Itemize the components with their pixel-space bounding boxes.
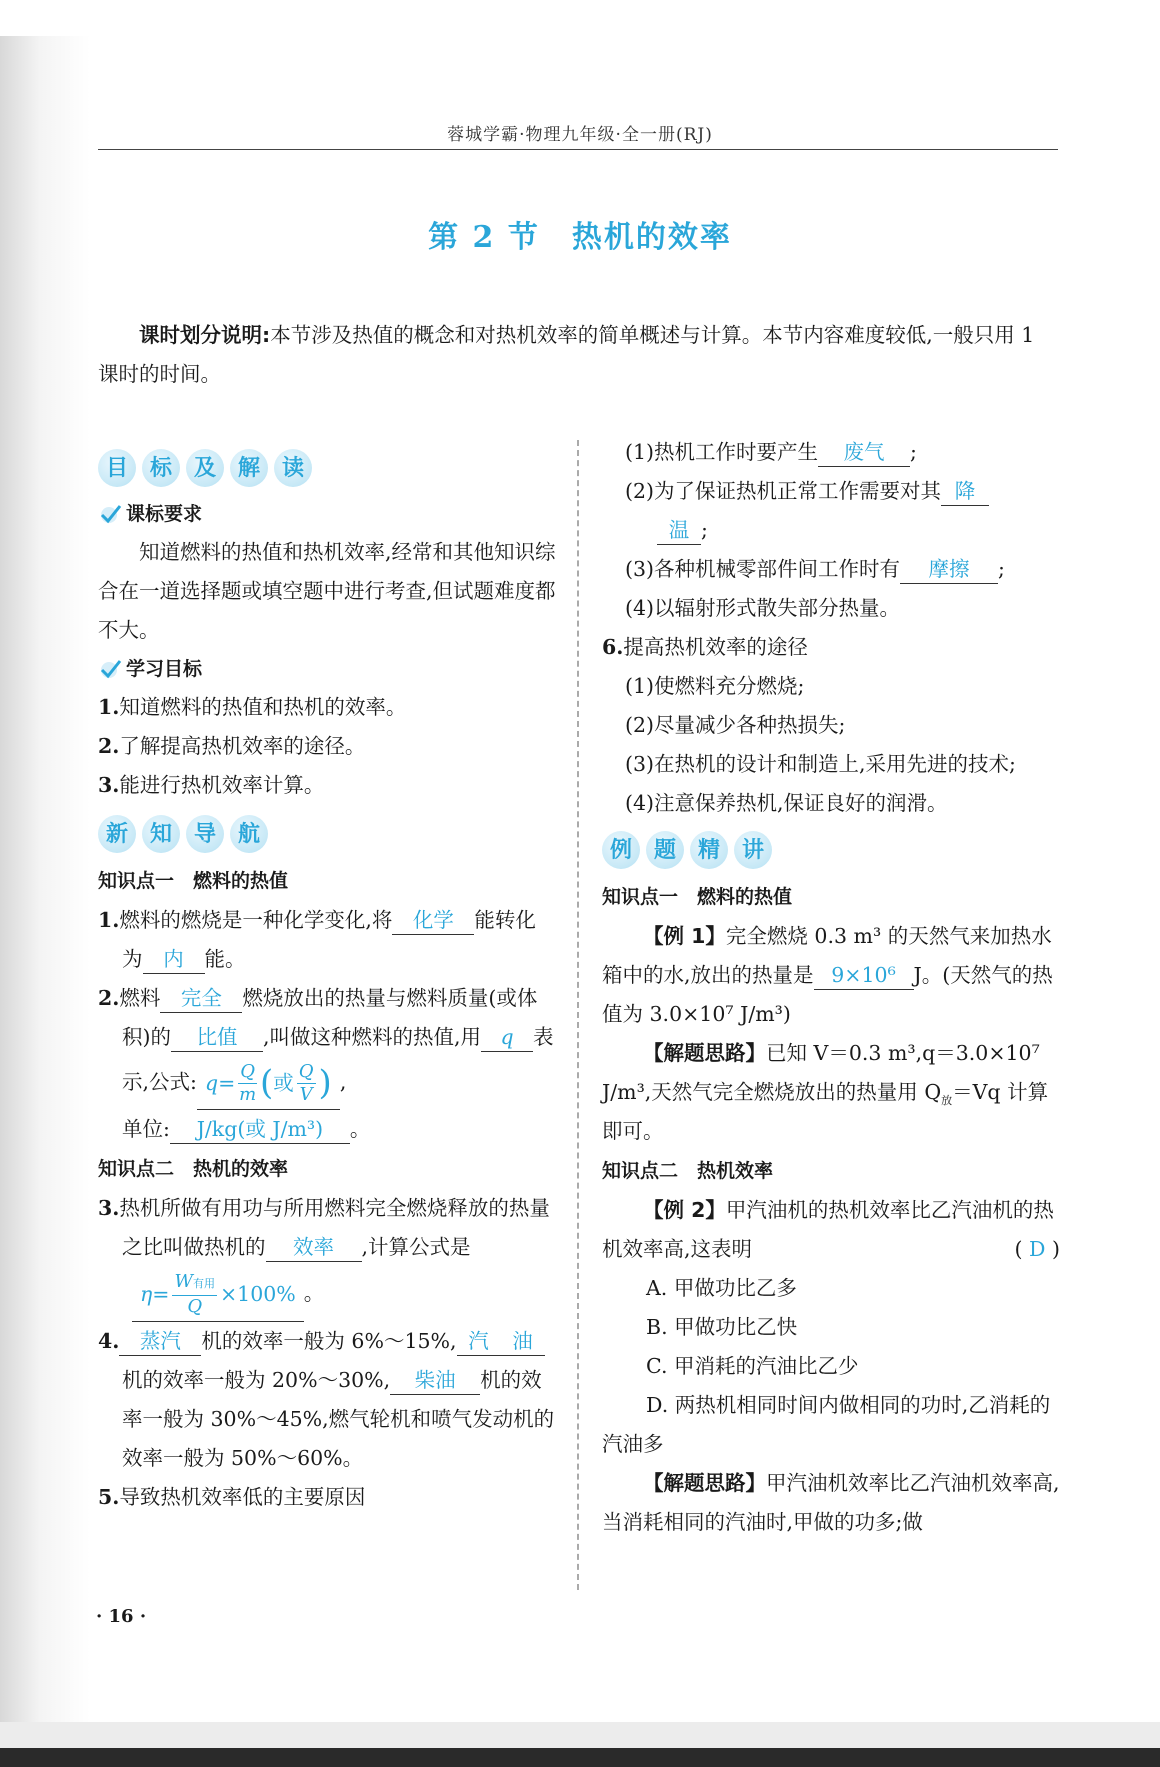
item-2: 2.燃料 完全 燃烧放出的热量与燃料质量(或体积)的 比值 ,叫做这种燃料的热值,用 q 表示,公式: q = $\frac{Q}{m}$ ( 或 $\frac{Q}{V}$ ) , 单位: J/kg(或 J/m³) 。	[98, 979, 556, 1149]
section-title: 第 2 节 热机的效率	[428, 220, 732, 255]
badge-char: 新	[98, 815, 136, 853]
check-icon	[98, 502, 122, 526]
heat-value-formula: q = $\frac{Q}{m}$ ( 或 $\frac{Q}{V}$ )	[197, 1057, 340, 1110]
badge-char: 及	[186, 449, 224, 487]
header-rule	[98, 149, 1058, 150]
cause-2: (2)为了保证热机正常工作需要对其 降 温 ;	[602, 472, 1060, 550]
example-2-answer: ( D )	[1014, 1237, 1060, 1261]
answer-blank: 效率	[266, 1233, 362, 1262]
badge-char: 例	[602, 831, 640, 869]
example-1: 【例 1】完全燃烧 0.3 m³ 的天然气来加热水箱中的水,放出的热量是 9×10⁶ J。(天然气的热值为 3.0×10⁷ J/m³)	[602, 924, 1053, 1026]
left-column	[98, 445, 556, 1517]
example-kp1-heading: 知识点一 燃料的热值	[602, 886, 793, 908]
cause-3: (3)各种机械零部件间工作时有 摩擦 ;	[602, 550, 1060, 589]
answer-blank: 比值	[171, 1023, 263, 1052]
way-3: (3)在热机的设计和制造上,采用先进的技术;	[625, 752, 1016, 776]
badge-char: 讲	[734, 831, 772, 869]
example-kp2-heading: 知识点二 热机效率	[602, 1160, 774, 1182]
goals-heading	[98, 650, 556, 688]
badge-char: 标	[142, 449, 180, 487]
item-3: 3.热机所做有用功与所用燃料完全燃烧释放的热量之比叫做热机的 效率 ,计算公式是 η = $\frac{\text{W有用}}{Q}$ ×100% 。	[98, 1189, 556, 1322]
example-2-hint: 【解题思路】甲汽油机效率比乙汽油机效率高,当消耗相同的汽油时,甲做的功多;做	[602, 1471, 1060, 1534]
goal-item: 2.了解提高热机效率的途径。	[98, 734, 366, 758]
answer-blank: 摩擦	[900, 555, 998, 584]
efficiency-formula: η = $\frac{\text{W有用}}{Q}$ ×100%	[132, 1267, 304, 1322]
answer-blank: 蒸汽	[119, 1327, 201, 1356]
option-c: C. 甲消耗的汽油比乙少	[646, 1354, 859, 1378]
answer-blank: 完全	[160, 984, 242, 1013]
goal-item: 3.能进行热机效率计算。	[98, 773, 325, 797]
badge-char: 精	[690, 831, 728, 869]
answer-blank: 降	[941, 477, 989, 506]
badge-char: 导	[186, 815, 224, 853]
answer-blank: q	[481, 1023, 533, 1052]
badge-char: 知	[142, 815, 180, 853]
option-b: B. 甲做功比乙快	[646, 1315, 798, 1339]
badge-char: 航	[230, 815, 268, 853]
standard-heading-text: 课标要求	[126, 503, 203, 525]
right-column	[602, 433, 1060, 1542]
bottom-bar	[0, 1748, 1160, 1767]
intro-paragraph	[98, 316, 1060, 394]
item-1: 1.燃料的燃烧是一种化学变化,将 化学 能转化为 内 能。	[98, 901, 556, 979]
answer-blank: 柴油	[390, 1366, 480, 1395]
goals-heading-text: 学习目标	[126, 658, 203, 680]
answer-blank: 化学	[392, 906, 474, 935]
answer-blank: 温	[657, 516, 701, 545]
item-5: 5.导致热机效率低的主要原因	[98, 1485, 366, 1509]
cause-1: (1)热机工作时要产生 废气 ;	[602, 433, 1060, 472]
way-2: (2)尽量减少各种热损失;	[625, 713, 846, 737]
standard-text: 知道燃料的热值和热机效率,经常和其他知识综合在一道选择题或填空题中进行考查,但试题难度都不大。	[98, 540, 556, 642]
badge-char: 读	[274, 449, 312, 487]
option-a: A. 甲做功比乙多	[646, 1276, 797, 1300]
answer-blank: 汽	[457, 1327, 501, 1356]
badge-char: 题	[646, 831, 684, 869]
badge-char: 目	[98, 449, 136, 487]
badge-examples	[602, 831, 1060, 869]
intro-text: 本节涉及热值的概念和对热机效率的简单概述与计算。本节内容难度较低,一般只用 1 课时的时间。	[98, 323, 1035, 386]
answer-blank: 废气	[818, 438, 910, 467]
badge-char: 解	[230, 449, 268, 487]
answer-blank: 油	[501, 1327, 545, 1356]
example-1-hint: 【解题思路】已知 V＝0.3 m³,q＝3.0×10⁷ J/m³,天然气完全燃烧放出的热量用 $Q_放=Vq$ 计算即可。	[602, 1041, 1049, 1143]
badge-new-knowledge	[98, 815, 556, 853]
running-header: 蓉城学霸·物理九年级·全一册(RJ)	[447, 125, 713, 145]
page-bottom-shade	[0, 1722, 1160, 1748]
answer-blank: J/kg(或 J/m³)	[170, 1115, 350, 1144]
check-icon	[98, 657, 122, 681]
answer-blank: 9×10⁶	[814, 961, 914, 990]
page-number: · 16 ·	[96, 1606, 147, 1627]
cause-4: (4)以辐射形式散失部分热量。	[625, 596, 901, 620]
badge-objectives	[98, 449, 556, 487]
column-divider	[577, 440, 579, 1590]
item-6: 6.提高热机效率的途径	[602, 635, 808, 659]
way-1: (1)使燃料充分燃烧;	[625, 674, 805, 698]
goal-item: 1.知道燃料的热值和热机的效率。	[98, 695, 407, 719]
knowledge-point-1-heading: 知识点一 燃料的热值	[98, 870, 289, 892]
item-4: 4. 蒸汽 机的效率一般为 6%～15%, 汽 油机的效率一般为 20%～30%, 柴油 机的效率一般为 30%～45%,燃气轮机和喷气发动机的效率一般为 50%～60%。	[98, 1329, 555, 1470]
top-strip	[0, 0, 1160, 36]
knowledge-point-2-heading: 知识点二 热机的效率	[98, 1158, 289, 1180]
intro-lead: 课时划分说明:	[139, 323, 271, 347]
way-4: (4)注意保养热机,保证良好的润滑。	[625, 791, 948, 815]
example-2: 【例 2】甲汽油机的热机效率比乙汽油机的热机效率高,这表明 ( D )	[602, 1191, 1060, 1269]
option-d: D. 两热机相同时间内做相同的功时,乙消耗的汽油多	[602, 1393, 1051, 1456]
standard-heading	[98, 495, 556, 533]
answer-blank: 内	[143, 945, 205, 974]
